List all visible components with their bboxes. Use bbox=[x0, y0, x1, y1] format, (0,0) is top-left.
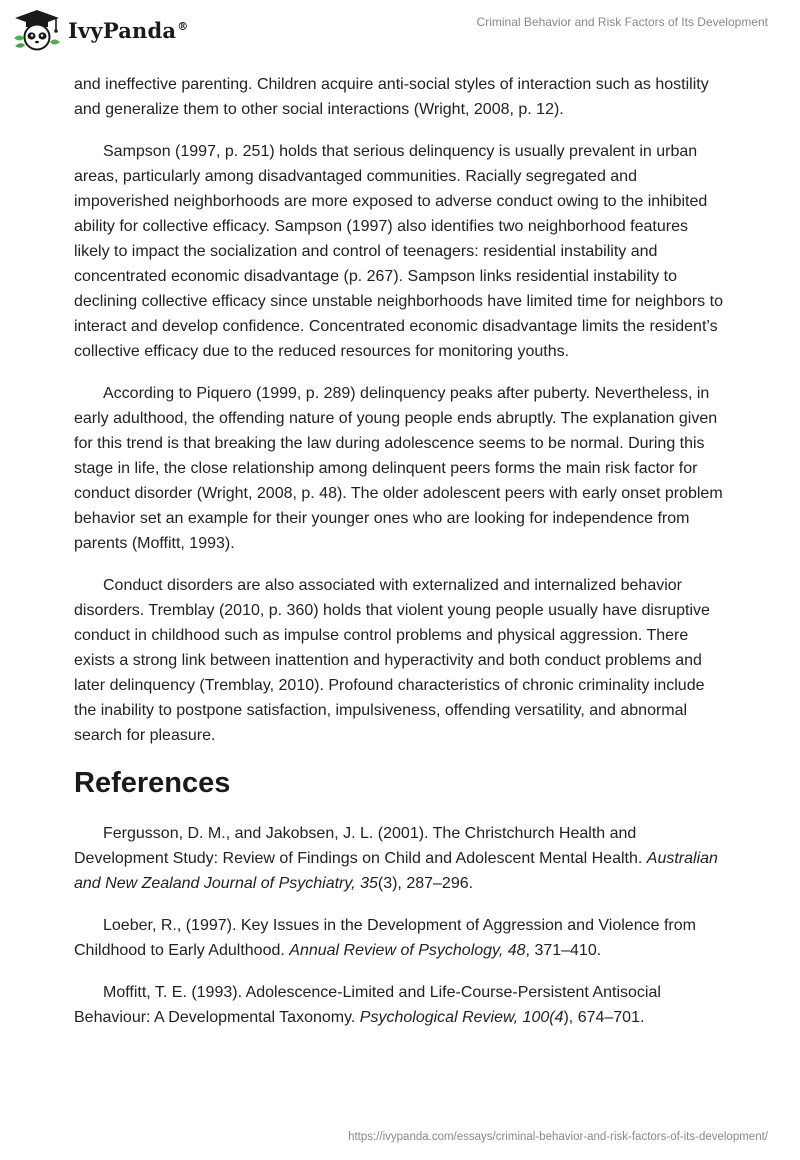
body-paragraph: According to Piquero (1999, p. 289) delinquency peaks after puberty. Nevertheless, in early adulthood, the offending nature of young people ends abruptly. The explanation given for this trend is that breaking the law during adolescence seems to be normal. During this stage in life, the close relationship among delinquent peers forms the main risk factor for conduct disorder (Wright, 2008, p. 48). The older adolescent peers with early onset problem behavior set an example for their younger ones who are looking for independence from parents (Moffitt, 1993). bbox=[74, 385, 723, 552]
reference-item bbox=[74, 980, 726, 1030]
essay-content bbox=[74, 72, 726, 1047]
body-paragraph: and ineffective parenting. Children acquire anti-social styles of interaction such as hostility and generalize them to other social interactions (Wright, 2008, p. 12). bbox=[74, 76, 709, 118]
source-url-link[interactable]: https://ivypanda.com/essays/criminal-behavior-and-risk-factors-of-its-development/ bbox=[348, 1131, 768, 1143]
references-heading: References bbox=[74, 767, 231, 799]
body-paragraph: Conduct disorders are also associated with externalized and internalized behavior disorders. Tremblay (2010, p. 360) holds that violent young people usually have disruptive conduct in childhood such as impulse control problems and physical aggression. There exists a strong link between inattention and hyperactivity and both conduct problems and later delinquency (Tremblay, 2010). Profound characteristics of chronic criminality include the inability to postpone satisfaction, impulsiveness, offending versatility, and abnormal search for pleasure. bbox=[74, 577, 710, 744]
reference-journal: Australian and New Zealand Journal of Psychiatry, 35 bbox=[74, 850, 718, 892]
reference-item bbox=[74, 821, 726, 896]
reference-tail: ), 674–701. bbox=[563, 1009, 645, 1026]
reference-text: Moffitt, T. E. (1993). Adolescence-Limited and Life-Course-Persistent Antisocial Behaviour: A Developmental Taxonomy. bbox=[74, 984, 661, 1026]
reference-journal: Psychological Review, 100(4 bbox=[359, 1009, 564, 1026]
reference-text: Loeber, R., (1997). Key Issues in the Development of Aggression and Violence from Childhood to Early Adulthood. bbox=[74, 917, 696, 959]
body-paragraph: Sampson (1997, p. 251) holds that serious delinquency is usually prevalent in urban areas, particularly among disadvantaged communities. Racially segregated and impoverished neighborhoods are more exposed to adverse conduct owing to the inhibited ability for collective efficacy. Sampson (1997) also identifies two neighborhood features likely to impact the socialization and control of teenagers: residential instability and concentrated economic disadvantage (p. 267). Sampson links residential instability to declining collective efficacy since unstable neighborhoods have limited time for neighbors to interact and develop confidence. Concentrated economic disadvantage limits the resident’s collective efficacy due to the reduced resources for monitoring youths. bbox=[74, 143, 723, 360]
reference-item bbox=[74, 913, 726, 963]
ivypanda-logo[interactable] bbox=[12, 8, 188, 52]
reference-text: Fergusson, D. M., and Jakobsen, J. L. (2001). The Christchurch Health and Development Study: Review of Findings on Child and Adolescent Mental Health. bbox=[74, 825, 647, 867]
reference-tail: (3), 287–296. bbox=[377, 875, 474, 892]
logo-wordmark bbox=[68, 18, 188, 43]
panda-logo-icon bbox=[12, 8, 62, 52]
document-title: Criminal Behavior and Risk Factors of Its Development bbox=[476, 15, 768, 29]
page-header bbox=[0, 0, 800, 62]
reference-tail: , 371–410. bbox=[525, 942, 602, 959]
logo-text: IvyPanda bbox=[68, 17, 177, 43]
registered-mark: ® bbox=[177, 19, 189, 33]
reference-journal: Annual Review of Psychology, 48 bbox=[289, 942, 526, 959]
